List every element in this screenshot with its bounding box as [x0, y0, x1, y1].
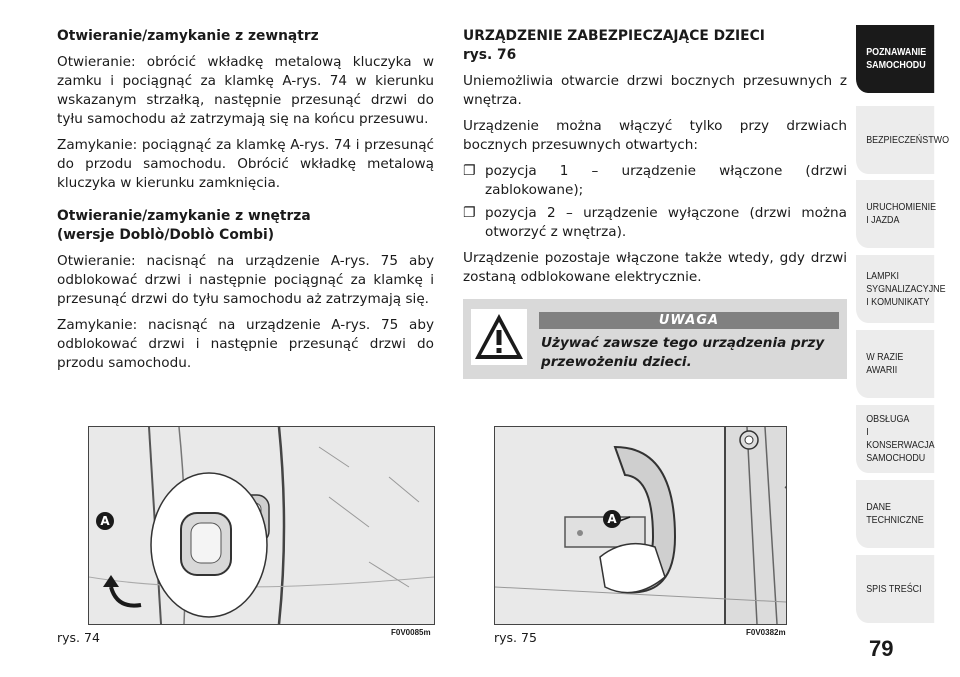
figure-label-a: A [603, 510, 621, 528]
list-item [463, 204, 847, 242]
interior-door-release-illustration [495, 427, 786, 624]
paragraph-child-lock-2: Urządzenie można włączyć tylko przy drzwiach bocznych przesuwnych otwartych: [463, 118, 847, 153]
paragraph-close-outside: Zamykanie: pociągnąć za klamkę A-rys. 74 i przesunąć do przodu samochodu. Obrócić wkładkę metalową kluczyka w kierunku zamknięcia. [57, 137, 434, 191]
tab-obsluga-i-konserwacja[interactable]: OBSŁUGA I KONSERWACJA SAMOCHODU [856, 405, 934, 473]
figure-74-illustration [88, 426, 435, 625]
heading-inside-line1: Otwieranie/zamykanie z wnętrza [57, 208, 311, 224]
heading-child-lock-line2: rys. 76 [463, 47, 517, 63]
figure-74-caption: rys. 74 [57, 630, 100, 645]
tab-uruchomienie-i-jazda[interactable]: URUCHOMIENIE I JAZDA [856, 180, 934, 248]
heading-inside-line2: (wersje Doblò/Doblò Combi) [57, 227, 275, 243]
tab-dane-techniczne[interactable]: DANE TECHNICZNE [856, 480, 934, 548]
warning-box [463, 299, 847, 379]
tab-lampki-sygnalizacyjne[interactable]: LAMPKI SYGNALIZACYJNE I KOMUNIKATY [856, 255, 934, 323]
tab-bezpieczenstwo[interactable]: BEZPIECZEŃSTWO [856, 106, 934, 174]
paragraph-open-inside: Otwieranie: nacisnąć na urządzenie A-rys. 75 aby odblokować drzwi i następnie pociągnąć za klamkę i przesunąć drzwi do tyłu samochodu aż zatrzymają się. [57, 253, 434, 307]
heading-outside: Otwieranie/zamykanie z zewnątrz [57, 28, 319, 44]
heading-child-lock [463, 27, 847, 65]
warning-header: UWAGA [539, 312, 839, 329]
page-number: 79 [869, 636, 894, 661]
figure-75-illustration [494, 426, 787, 625]
heading-inside [57, 207, 434, 245]
paragraph-close-inside: Zamykanie: nacisnąć na urządzenie A-rys. 75 aby odblokować drzwi i następnie przesunąć drzwi do przodu samochodu. [57, 317, 434, 371]
figure-75-caption: rys. 75 [494, 630, 537, 645]
checkbox-bullet-icon: ❐ [463, 163, 476, 179]
warning-text: Używać zawsze tego urządzenia przy przewożeniu dzieci. [541, 335, 825, 370]
paragraph-child-lock-1: Uniemożliwia otwarcie drzwi bocznych przesuwnych z wnętrza. [463, 73, 847, 108]
figure-74-code: F0V0085m [391, 628, 431, 637]
sliding-door-handle-illustration [89, 427, 434, 624]
tab-poznawanie-samochodu[interactable]: POZNAWANIE SAMOCHODU [856, 25, 934, 93]
checkbox-bullet-icon: ❐ [463, 205, 476, 221]
heading-child-lock-line1: URZĄDZENIE ZABEZPIECZAJĄCE DZIECI [463, 28, 765, 44]
left-column [57, 27, 434, 380]
right-column [463, 27, 847, 294]
figure-75-code: F0V0382m [746, 628, 786, 637]
figure-label-a: A [96, 512, 114, 530]
paragraph-open-outside: Otwieranie: obrócić wkładkę metalową kluczyka w zamku i pociągnąć za klamkę A-rys. 74 w kierunku wskazanym strzałką, następnie przesunąć drzwi do tyłu samochodu aż zatrzymają się na końcu przesuwu. [57, 54, 434, 127]
list-item-text: pozycja 2 – urządzenie wyłączone (drzwi można otworzyć z wnętrza). [485, 205, 847, 240]
paragraph-child-lock-3: Urządzenie pozostaje włączone także wtedy, gdy drzwi zostaną odblokowane elektrycznie. [463, 250, 847, 285]
list-item-text: pozycja 1 – urządzenie włączone (drzwi zablokowane); [485, 163, 847, 198]
warning-triangle-icon [471, 309, 527, 365]
list-item [463, 162, 847, 200]
tab-w-razie-awarii[interactable]: W RAZIE AWARII [856, 330, 934, 398]
tab-spis-tresci[interactable]: SPIS TREŚCI [856, 555, 934, 623]
